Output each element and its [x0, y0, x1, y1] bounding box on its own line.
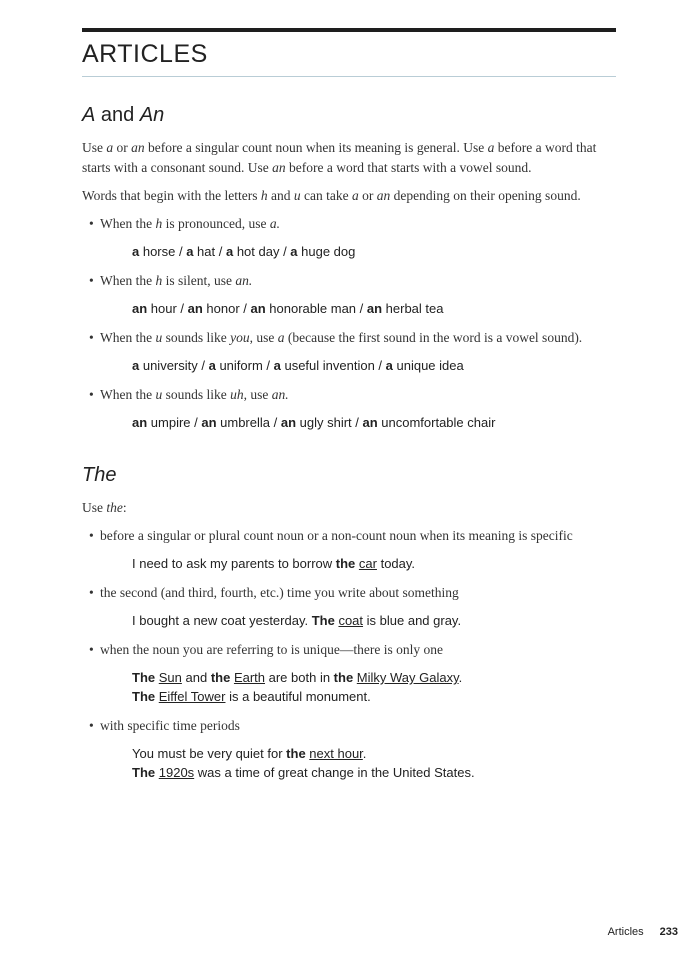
text: When the [100, 330, 156, 345]
text: I bought a new coat yesterday. [132, 613, 312, 628]
page-title: ARTICLES [82, 40, 208, 68]
example-sentence [132, 356, 616, 375]
text: or [113, 140, 132, 155]
bold-text: a [186, 244, 194, 259]
text: and [181, 670, 211, 685]
bold-text: a [208, 358, 216, 373]
italic-text: a. [269, 216, 280, 231]
text: before a singular count noun when its meaning is general. Use [144, 140, 488, 155]
text: can take [300, 188, 352, 203]
underlined-text: Sun [158, 670, 182, 685]
example-block [82, 413, 616, 432]
bold-text: an [187, 301, 203, 316]
text: You must be very quiet for [132, 746, 287, 761]
text: sounds like [162, 387, 231, 402]
text: , use [249, 330, 278, 345]
section-heading-a-and-an [82, 104, 616, 138]
text: sounds like [162, 330, 231, 345]
bold-text: an [201, 415, 217, 430]
text: I need to ask my parents to borrow [132, 556, 336, 571]
text: (because the first sound in the word is a vowel sound). [284, 330, 583, 345]
running-footer-label: Articles [607, 926, 644, 938]
italic-text: A [82, 104, 96, 126]
text: or [358, 188, 377, 203]
underlined-text: car [358, 556, 377, 571]
example-block [82, 668, 616, 706]
text: when the noun you are referring to is unique—there is only one [100, 642, 444, 657]
bold-text: The [311, 613, 335, 628]
underlined-text: Milky Way Galaxy [356, 670, 459, 685]
bullet-item [82, 526, 616, 554]
italic-text: the [106, 500, 123, 515]
top-rule [82, 28, 616, 32]
text: with specific time periods [100, 718, 240, 733]
bullet-list-a-an [82, 214, 616, 432]
text: was a time of great change in the United States. [194, 765, 475, 780]
italic-text: an. [235, 273, 253, 288]
text: is a beautiful monument. [225, 689, 371, 704]
bullet-list-the [82, 526, 616, 782]
text: is blue and gray. [363, 613, 462, 628]
italic-text: a [351, 188, 359, 203]
bold-text: a [132, 358, 140, 373]
bullet-icon: • [89, 273, 94, 288]
text: , use [243, 387, 272, 402]
text: and [267, 188, 294, 203]
italic-text: an [376, 188, 391, 203]
bold-text: an [366, 301, 383, 316]
text: umbrella / [216, 415, 281, 430]
bold-text: a [273, 358, 281, 373]
bold-text: the [286, 746, 306, 761]
text: before a word that starts with a consonant sound. Use [82, 140, 597, 175]
bold-text: the [210, 670, 231, 685]
text: herbal tea [382, 301, 444, 316]
page-number: 233 [659, 926, 678, 938]
text: and [95, 104, 140, 126]
text: Use [82, 140, 107, 155]
bold-text: a [225, 244, 234, 259]
text: is silent, use [162, 273, 236, 288]
text: ugly shirt / [296, 415, 363, 430]
text: When the [100, 273, 156, 288]
bold-text: an [280, 415, 297, 430]
text: unique idea [392, 358, 464, 373]
bold-text: a [385, 358, 393, 373]
text: Words that begin with the letters [82, 188, 261, 203]
underlined-text: Eiffel Tower [158, 689, 226, 704]
bold-text: a [132, 244, 140, 259]
example-block [82, 356, 616, 375]
text: university / [139, 358, 209, 373]
example-block [82, 744, 616, 782]
italic-text: a [487, 140, 495, 155]
example-block [82, 299, 616, 318]
paragraph [82, 186, 616, 206]
paragraph [82, 498, 616, 518]
text: uniform / [215, 358, 274, 373]
page-content [82, 104, 616, 792]
text: . [458, 670, 463, 685]
underlined-text: 1920s [158, 765, 195, 780]
bullet-icon: • [89, 718, 94, 733]
text: depending on their opening sound. [390, 188, 581, 203]
text: When the [100, 387, 156, 402]
bold-text: an [132, 301, 148, 316]
bold-text: The [132, 689, 156, 704]
italic-text: u [155, 330, 163, 345]
paragraph [82, 138, 616, 178]
example-sentence [132, 242, 616, 261]
italic-text: you [230, 330, 250, 345]
text: Use [82, 500, 107, 515]
text: hat / [193, 244, 226, 259]
bullet-item [82, 385, 616, 413]
example-block [82, 242, 616, 261]
italic-text: a [106, 140, 114, 155]
text: before a singular or plural count noun or a non-count noun when its meaning is specific [100, 528, 573, 543]
bullet-icon: • [89, 216, 94, 231]
bullet-icon: • [89, 387, 94, 402]
text: When the [100, 216, 156, 231]
text: umpire / [147, 415, 202, 430]
section-heading-the [82, 464, 616, 498]
underlined-text: next hour [309, 746, 363, 761]
text: huge dog [297, 244, 356, 259]
text: hour / [147, 301, 188, 316]
title-divider [82, 76, 616, 77]
text: . [362, 746, 367, 761]
bold-text: The [132, 670, 156, 685]
italic-text: u [155, 387, 163, 402]
bold-text: an [250, 301, 266, 316]
bullet-icon: • [89, 528, 94, 543]
example-sentence [132, 687, 616, 706]
bold-text: a [290, 244, 298, 259]
page-footer [608, 926, 678, 938]
bullet-item [82, 583, 616, 611]
bullet-icon: • [89, 330, 94, 345]
italic-text: uh [230, 387, 244, 402]
example-block [82, 554, 616, 573]
text: honor / [202, 301, 251, 316]
bullet-icon: • [89, 642, 94, 657]
italic-text: h [155, 216, 163, 231]
italic-text: The [82, 464, 117, 486]
text: useful invention / [280, 358, 386, 373]
text: hot day / [233, 244, 291, 259]
example-sentence [132, 554, 616, 573]
text: uncomfortable chair [377, 415, 496, 430]
bold-text: the [335, 556, 356, 571]
text: today. [376, 556, 416, 571]
underlined-text: coat [338, 613, 364, 628]
italic-text: u [293, 188, 301, 203]
italic-text: an [272, 160, 286, 175]
text: before a word that starts with a vowel sound. [285, 160, 532, 175]
example-sentence [132, 668, 616, 687]
example-sentence [132, 744, 616, 763]
text: are both in [265, 670, 334, 685]
italic-text: a [277, 330, 285, 345]
italic-text: h [155, 273, 163, 288]
bold-text: an [132, 415, 148, 430]
bullet-item [82, 716, 616, 744]
bullet-icon: • [89, 585, 94, 600]
text: horse / [139, 244, 187, 259]
bullet-item [82, 640, 616, 668]
example-sentence [132, 413, 616, 432]
bold-text: an [362, 415, 378, 430]
italic-text: An [139, 104, 165, 126]
italic-text: an [131, 140, 145, 155]
example-block [82, 611, 616, 630]
example-sentence [132, 763, 616, 782]
text: is pronounced, use [162, 216, 270, 231]
bullet-item [82, 271, 616, 299]
italic-text: h [260, 188, 268, 203]
example-sentence [132, 299, 616, 318]
italic-text: an. [271, 387, 289, 402]
text: : [122, 500, 127, 515]
bold-text: The [132, 765, 156, 780]
underlined-text: Earth [233, 670, 266, 685]
bold-text: the [333, 670, 354, 685]
example-sentence [132, 611, 616, 630]
text: honorable man / [265, 301, 367, 316]
bullet-item [82, 328, 616, 356]
bullet-item [82, 214, 616, 242]
text: the second (and third, fourth, etc.) time you write about something [100, 585, 459, 600]
